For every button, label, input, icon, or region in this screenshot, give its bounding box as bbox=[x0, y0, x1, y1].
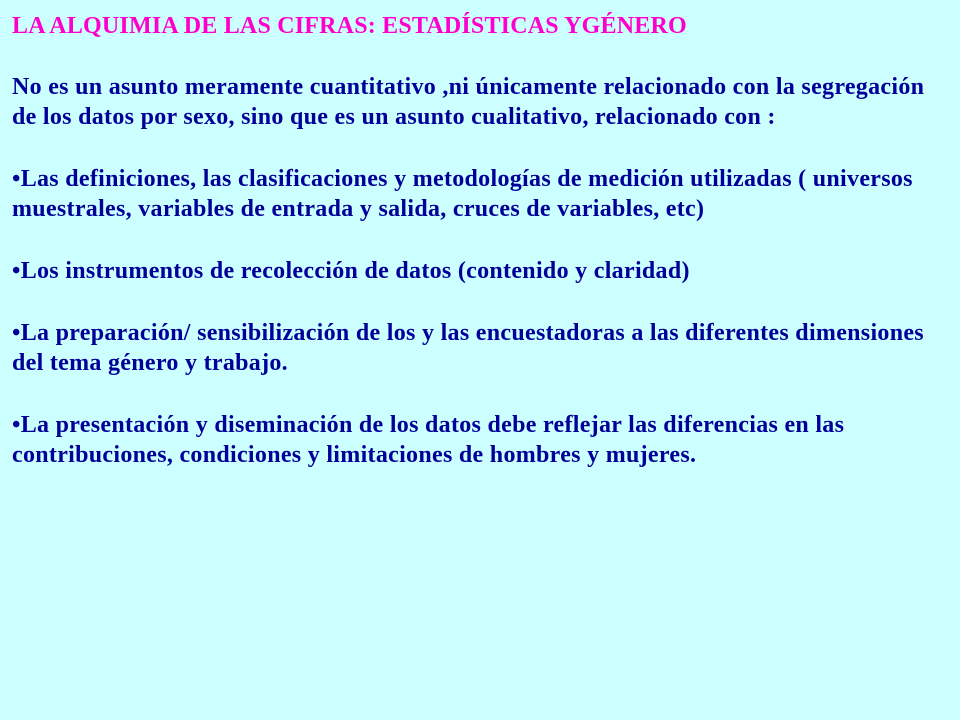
bullet-marker: • bbox=[12, 166, 21, 192]
intro-paragraph: No es un asunto meramente cuantitativo ,ni únicamente relacionado con la segregación de los datos por sexo, sino que es un asunto cualitativo, relacionado con : bbox=[12, 74, 925, 130]
slide-title: LA ALQUIMIA DE LAS CIFRAS: ESTADÍSTICAS YGÉNERO bbox=[12, 13, 687, 39]
bullet-item-preparation bbox=[12, 318, 947, 378]
bullet-item-definitions bbox=[12, 164, 947, 224]
bullet-text: Los instrumentos de recolección de datos (contenido y claridad) bbox=[20, 258, 690, 284]
bullet-item-presentation bbox=[12, 410, 947, 470]
bullet-text: La presentación y diseminación de los datos debe reflejar las diferencias en las contribuciones, condiciones y limitaciones de hombres y mujeres. bbox=[12, 412, 845, 468]
bullet-marker: • bbox=[12, 258, 21, 284]
bullet-item-instruments bbox=[12, 256, 947, 286]
bullet-text: La preparación/ sensibilización de los y las encuestadoras a las diferentes dimensiones del tema género y trabajo. bbox=[12, 320, 924, 376]
bullet-marker: • bbox=[12, 412, 21, 438]
slide-content bbox=[12, 10, 947, 470]
bullet-text: Las definiciones, las clasificaciones y metodologías de medición utilizadas ( universos muestrales, variables de entrada y salida, cruces de variables, etc) bbox=[12, 166, 913, 222]
bullet-marker: • bbox=[12, 320, 21, 346]
